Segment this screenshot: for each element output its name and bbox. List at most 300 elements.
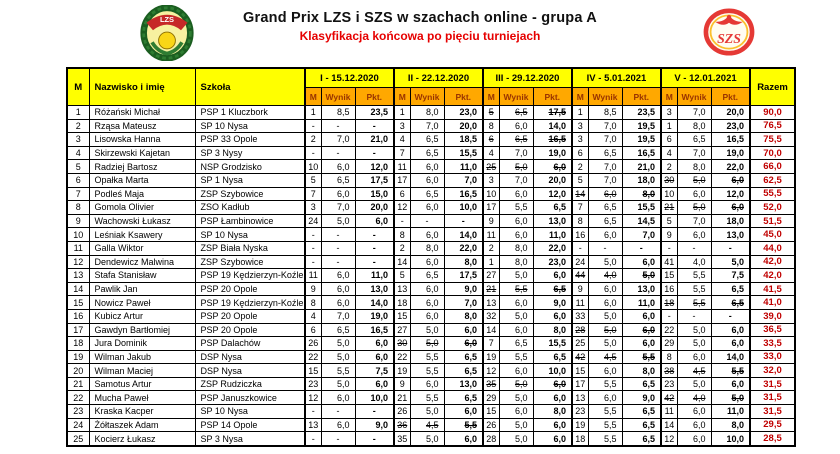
place-cell: 4 [394,133,410,147]
score-cell: 7,0 [677,146,711,160]
score-cell: 6,0 [588,187,622,201]
score-cell: 5,5 [677,296,711,310]
place-cell: 11 [483,228,499,242]
score-cell: 6,5 [499,106,533,120]
place-cell: 3 [305,201,321,215]
score-cell: 5,5 [410,350,444,364]
place-cell: 17 [483,201,499,215]
rank-cell: 9 [67,214,89,228]
rank-cell: 13 [67,269,89,283]
points-cell: 13,0 [444,377,483,391]
place-cell: 27 [483,269,499,283]
points-cell: 10,0 [444,201,483,215]
points-cell: 6,0 [622,323,661,337]
score-cell: 5,5 [588,377,622,391]
points-cell: 16,5 [533,133,572,147]
points-cell: 15,0 [355,187,394,201]
points-cell: - [355,432,394,446]
points-cell: 9,0 [533,296,572,310]
score-cell: 5,0 [677,337,711,351]
place-cell: 19 [394,364,410,378]
total-cell: 29,5 [750,418,795,432]
points-cell: 13,0 [711,228,750,242]
place-cell: 42 [572,350,588,364]
rank-cell: 4 [67,146,89,160]
place-cell: 12 [483,364,499,378]
score-cell: 8,5 [588,106,622,120]
place-cell: 17 [394,173,410,187]
name-cell: Różański Michał [89,106,195,120]
place-cell: 1 [483,255,499,269]
points-cell: 23,5 [355,106,394,120]
points-cell: 8,0 [444,309,483,323]
place-cell: 3 [394,119,410,133]
points-cell: 18,0 [711,214,750,228]
place-cell: 3 [661,106,677,120]
table-row [67,173,795,187]
school-cell: PSP 20 Opole [195,309,305,323]
school-cell: ZSP Szybowice [195,187,305,201]
points-cell: 21,0 [355,133,394,147]
school-cell: PSP Łambinowice [195,214,305,228]
total-cell: 31,5 [750,377,795,391]
sub-header-place: M [394,88,410,106]
name-cell: Mucha Paweł [89,391,195,405]
score-cell: 5,5 [499,282,533,296]
score-cell: 5,0 [499,377,533,391]
place-cell: 26 [305,337,321,351]
total-cell: 28,5 [750,432,795,446]
place-cell: 10 [661,187,677,201]
score-cell: 6,5 [588,201,622,215]
school-cell: ZSP Rudziczka [195,377,305,391]
points-cell: 9,0 [622,391,661,405]
table-row [67,160,795,174]
points-cell: 23,0 [444,106,483,120]
place-cell: 42 [661,391,677,405]
points-cell: 6,5 [711,296,750,310]
score-cell: 5,5 [410,364,444,378]
total-cell: 36,5 [750,323,795,337]
score-cell: - [321,241,355,255]
points-cell: 5,0 [622,269,661,283]
score-cell: 6,0 [588,228,622,242]
place-cell: 9 [483,214,499,228]
points-cell: 6,0 [711,377,750,391]
score-cell: 5,0 [677,377,711,391]
points-cell: 16,5 [444,187,483,201]
score-cell: 5,0 [499,160,533,174]
score-cell: 5,0 [588,309,622,323]
points-cell: 19,5 [622,133,661,147]
rank-cell: 17 [67,323,89,337]
points-cell: 6,5 [622,432,661,446]
table-row [67,405,795,419]
szs-logo-icon [703,8,755,61]
score-cell: 6,0 [588,364,622,378]
place-cell: 26 [394,405,410,419]
total-cell: 76,5 [750,119,795,133]
place-cell: 38 [661,364,677,378]
score-cell: 5,0 [321,214,355,228]
score-cell: 7,0 [588,133,622,147]
name-cell: Kocierz Łukasz [89,432,195,446]
points-cell: 7,0 [444,296,483,310]
school-cell: SP 10 Nysa [195,405,305,419]
school-cell: DSP Nysa [195,350,305,364]
place-cell: 6 [661,133,677,147]
total-cell: 31,5 [750,405,795,419]
place-cell: - [305,119,321,133]
points-cell: 14,0 [711,350,750,364]
points-cell: 18,5 [444,133,483,147]
score-cell: 6,0 [410,377,444,391]
score-cell: 5,0 [588,255,622,269]
points-cell: 12,0 [355,160,394,174]
points-cell: 17,5 [444,269,483,283]
score-cell: 8,0 [677,119,711,133]
place-cell: 8 [572,214,588,228]
svg-text:LZS: LZS [159,14,175,24]
place-cell: 30 [394,337,410,351]
sub-header-score: Wynik [499,88,533,106]
table-row [67,418,795,432]
standings-table-wrapper [66,67,796,447]
place-cell: 13 [394,282,410,296]
name-cell: Wilman Maciej [89,364,195,378]
score-cell: 6,5 [410,133,444,147]
place-cell: 23 [305,377,321,391]
school-cell: ZSP Biała Nyska [195,241,305,255]
name-cell: Galla Wiktor [89,241,195,255]
place-cell: - [394,214,410,228]
place-cell: - [305,146,321,160]
name-cell: Żółtaszek Adam [89,418,195,432]
place-cell: 29 [661,337,677,351]
place-cell: 2 [305,133,321,147]
score-cell: 5,0 [588,337,622,351]
points-cell: 6,0 [355,377,394,391]
points-cell: 10,0 [355,391,394,405]
place-cell: 12 [661,432,677,446]
points-cell: 20,0 [355,201,394,215]
name-cell: Radziej Bartosz [89,160,195,174]
place-cell: 7 [483,337,499,351]
school-cell: ZSP Szybowice [195,255,305,269]
sub-header-score: Wynik [588,88,622,106]
points-cell: - [355,255,394,269]
score-cell: 6,0 [410,282,444,296]
place-cell: 35 [483,377,499,391]
score-cell: 6,0 [499,296,533,310]
total-cell: 42,0 [750,255,795,269]
name-cell: Dendewicz Malwina [89,255,195,269]
place-cell: 5 [394,269,410,283]
school-cell: ZSO Kadłub [195,201,305,215]
place-cell: 23 [661,377,677,391]
place-cell: 15 [305,364,321,378]
score-cell: 6,0 [677,228,711,242]
score-cell: 6,0 [588,391,622,405]
place-cell: 10 [305,160,321,174]
score-cell: 4,5 [677,364,711,378]
score-cell: 6,5 [321,323,355,337]
place-cell: 9 [572,282,588,296]
score-cell: 6,0 [410,160,444,174]
score-cell: 5,0 [499,269,533,283]
name-cell: Gawdyn Bartłomiej [89,323,195,337]
score-cell: - [588,241,622,255]
score-cell: 6,0 [321,187,355,201]
place-cell: - [305,432,321,446]
score-cell: 6,5 [410,187,444,201]
points-cell: 23,0 [533,255,572,269]
score-cell: 6,5 [410,269,444,283]
sub-header-place: M [305,88,321,106]
place-cell: 11 [305,269,321,283]
place-cell: - [305,228,321,242]
place-cell: 23 [572,405,588,419]
sub-header-points: Pkt. [444,88,483,106]
place-cell: 2 [572,160,588,174]
score-cell: 5,0 [410,323,444,337]
points-cell: 6,5 [533,350,572,364]
score-cell: 6,0 [410,228,444,242]
tournament-header-1: I - 15.12.2020 [305,68,394,88]
rank-cell: 21 [67,377,89,391]
score-cell: 7,0 [588,160,622,174]
score-cell: 7,0 [677,106,711,120]
score-cell: 6,0 [677,405,711,419]
score-cell: 7,0 [321,309,355,323]
score-cell: 8,5 [321,106,355,120]
points-cell: 6,0 [533,269,572,283]
name-cell: Gomola Olivier [89,201,195,215]
points-cell: - [711,241,750,255]
place-cell: 16 [661,282,677,296]
school-cell: PSP 20 Opole [195,323,305,337]
place-cell: 21 [483,282,499,296]
score-cell: 6,0 [321,282,355,296]
points-cell: 19,0 [711,146,750,160]
score-cell: 6,0 [677,187,711,201]
score-cell: 5,5 [677,282,711,296]
school-cell: PSP 19 Kędzierzyn-Koźle [195,269,305,283]
score-cell: 5,5 [499,201,533,215]
score-cell: - [321,405,355,419]
place-cell: 4 [305,309,321,323]
table-row [67,241,795,255]
score-cell: 6,0 [499,187,533,201]
points-cell: 14,5 [622,214,661,228]
score-cell: 5,0 [677,323,711,337]
table-row [67,337,795,351]
table-row [67,350,795,364]
score-cell: 5,0 [499,391,533,405]
score-cell: 5,5 [588,418,622,432]
table-row [67,391,795,405]
table-row [67,269,795,283]
rank-cell: 5 [67,160,89,174]
score-cell: 8,0 [410,106,444,120]
points-cell: 6,5 [533,201,572,215]
total-cell: 75,5 [750,133,795,147]
table-row [67,214,795,228]
school-cell: DSP Nysa [195,364,305,378]
place-cell: 7 [305,187,321,201]
name-cell: Podleś Maja [89,187,195,201]
sub-header-score: Wynik [677,88,711,106]
points-cell: 6,0 [533,377,572,391]
score-cell: 6,0 [677,350,711,364]
place-cell: 3 [572,119,588,133]
place-cell: 7 [572,201,588,215]
tournament-header-2: II - 22.12.2020 [394,68,483,88]
rank-cell: 7 [67,187,89,201]
points-cell: 7,5 [711,269,750,283]
score-cell: 6,0 [588,282,622,296]
score-cell: 6,5 [499,337,533,351]
school-cell: PSP 1 Kluczbork [195,106,305,120]
table-row [67,432,795,446]
place-cell: - [305,405,321,419]
points-cell: 6,5 [533,282,572,296]
place-cell: 4 [483,146,499,160]
place-cell: 7 [394,146,410,160]
school-cell: SP 10 Nysa [195,119,305,133]
rank-cell: 10 [67,228,89,242]
place-cell: 22 [305,350,321,364]
points-cell: 15,5 [622,201,661,215]
points-cell: 6,5 [444,364,483,378]
total-cell: 70,0 [750,146,795,160]
score-cell: 6,0 [499,405,533,419]
rank-cell: 15 [67,296,89,310]
points-cell: 6,0 [444,405,483,419]
place-cell: 15 [572,364,588,378]
points-cell: 6,0 [444,337,483,351]
school-cell: PSP 19 Kędzierzyn-Koźle [195,296,305,310]
place-cell: 18 [572,432,588,446]
points-cell: - [444,214,483,228]
total-cell: 62,5 [750,173,795,187]
points-cell: - [355,146,394,160]
name-cell: Wachowski Łukasz [89,214,195,228]
score-cell: - [677,309,711,323]
place-cell: 19 [483,350,499,364]
points-cell: 7,0 [444,173,483,187]
score-cell: 6,0 [499,228,533,242]
place-cell: 10 [483,187,499,201]
score-cell: 5,5 [588,432,622,446]
place-cell: 17 [572,377,588,391]
place-cell: 8 [394,228,410,242]
points-cell: 20,0 [533,173,572,187]
place-cell: 3 [483,173,499,187]
standings-table [66,67,796,447]
points-cell: 6,0 [533,418,572,432]
points-cell: 6,0 [533,160,572,174]
points-cell: - [355,228,394,242]
place-cell: 12 [394,201,410,215]
points-cell: - [711,309,750,323]
points-cell: 6,0 [711,337,750,351]
table-row [67,309,795,323]
place-cell: 5 [572,173,588,187]
score-cell: 6,0 [321,269,355,283]
score-cell: 6,5 [588,214,622,228]
points-cell: 6,0 [711,323,750,337]
points-cell: 9,0 [444,282,483,296]
place-cell: 18 [394,296,410,310]
column-header-school: Szkoła [195,68,305,106]
points-cell: - [622,241,661,255]
name-cell: Jura Dominik [89,337,195,351]
score-cell: 6,0 [410,309,444,323]
place-cell: 15 [661,269,677,283]
score-cell: 7,0 [588,173,622,187]
place-cell: 30 [661,173,677,187]
score-cell: 7,0 [499,173,533,187]
rank-cell: 20 [67,364,89,378]
points-cell: 13,0 [533,214,572,228]
points-cell: 19,0 [533,146,572,160]
points-cell: 16,5 [355,323,394,337]
place-cell: 18 [661,296,677,310]
score-cell: 6,5 [588,146,622,160]
points-cell: - [355,405,394,419]
place-cell: 9 [394,377,410,391]
name-cell: Opałka Marta [89,173,195,187]
place-cell: 6 [572,146,588,160]
points-cell: 10,0 [711,432,750,446]
place-cell: 5 [483,106,499,120]
points-cell: 6,0 [355,337,394,351]
place-cell: 1 [305,106,321,120]
place-cell: - [305,241,321,255]
points-cell: 11,0 [711,405,750,419]
table-row [67,323,795,337]
place-cell: 3 [572,133,588,147]
school-cell: SP 10 Nysa [195,228,305,242]
sub-header-points: Pkt. [711,88,750,106]
name-cell: Skirzewski Kajetan [89,146,195,160]
school-cell: SP 1 Nysa [195,173,305,187]
page-subtitle: Klasyfikacja końcowa po pięciu turniejach [299,29,541,43]
score-cell: 4,5 [588,350,622,364]
place-cell: 14 [572,187,588,201]
total-cell: 51,5 [750,214,795,228]
place-cell: 4 [661,146,677,160]
points-cell: 6,5 [444,391,483,405]
place-cell: 13 [305,418,321,432]
name-cell: Kraska Kacper [89,405,195,419]
score-cell: 6,0 [499,364,533,378]
points-cell: 9,0 [355,418,394,432]
points-cell: 5,0 [711,255,750,269]
name-cell: Samotus Artur [89,377,195,391]
points-cell: 6,0 [444,432,483,446]
place-cell: 13 [572,391,588,405]
table-row [67,146,795,160]
points-cell: 11,0 [622,296,661,310]
points-cell: 19,5 [622,119,661,133]
points-cell: 5,5 [711,364,750,378]
rank-cell: 1 [67,106,89,120]
name-cell: Pawlik Jan [89,282,195,296]
place-cell: 5 [305,173,321,187]
place-cell: 6 [483,133,499,147]
